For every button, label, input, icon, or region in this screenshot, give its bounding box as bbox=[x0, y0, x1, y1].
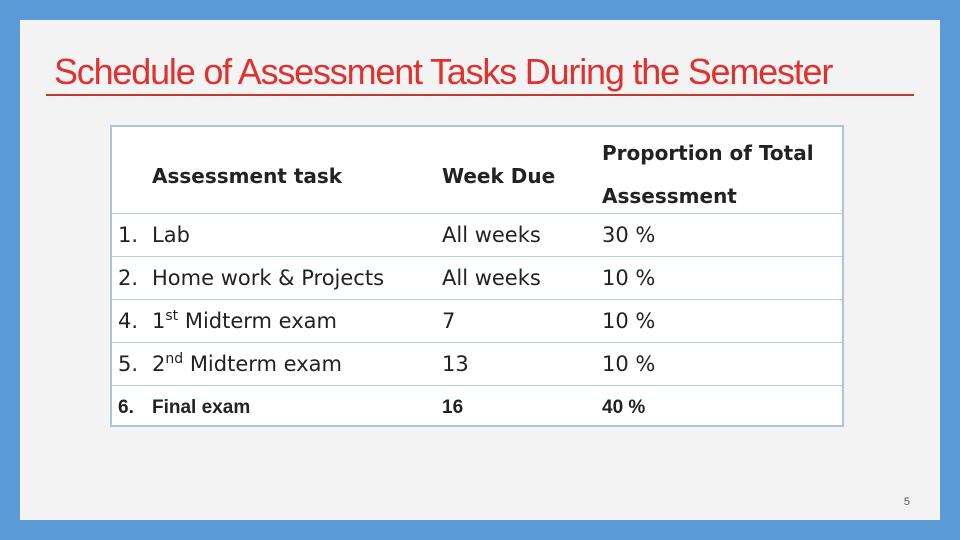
row-week: 16 bbox=[442, 397, 464, 418]
row-divider bbox=[112, 299, 842, 300]
header-divider bbox=[112, 213, 842, 214]
ordinal-suffix: st bbox=[165, 308, 179, 324]
row-divider bbox=[112, 385, 842, 386]
row-task: Home work & Projects bbox=[152, 266, 385, 290]
row-proportion: 10 % bbox=[602, 266, 656, 290]
row-number: 2. bbox=[118, 266, 139, 290]
row-proportion: 40 % bbox=[602, 397, 646, 418]
header-assessment-task: Assessment task bbox=[152, 164, 343, 188]
slide bbox=[20, 20, 940, 520]
row-divider bbox=[112, 342, 842, 343]
ordinal-suffix: nd bbox=[165, 351, 184, 367]
title-underline bbox=[46, 94, 914, 96]
task-label: Midterm exam bbox=[178, 309, 337, 333]
row-task: Lab bbox=[152, 223, 190, 247]
row-proportion: 10 % bbox=[602, 352, 656, 376]
row-proportion: 30 % bbox=[602, 223, 656, 247]
slide-title: Schedule of Assessment Tasks During the Semester bbox=[54, 51, 833, 92]
row-number: 5. bbox=[118, 352, 139, 376]
page-number: 5 bbox=[903, 496, 910, 508]
row-number: 6. bbox=[118, 397, 134, 418]
row-proportion: 10 % bbox=[602, 309, 656, 333]
row-week: All weeks bbox=[442, 223, 541, 247]
row-week: All weeks bbox=[442, 266, 541, 290]
header-proportion-line2: Assessment bbox=[602, 184, 737, 208]
header-week-due: Week Due bbox=[442, 164, 556, 188]
row-task: Final exam bbox=[152, 397, 251, 418]
row-week: 7 bbox=[442, 309, 456, 333]
row-task bbox=[152, 309, 337, 333]
row-week: 13 bbox=[442, 352, 469, 376]
row-divider bbox=[112, 256, 842, 257]
row-task bbox=[152, 352, 342, 376]
assessment-table bbox=[110, 125, 844, 427]
row-number: 1. bbox=[118, 223, 139, 247]
task-label: Midterm exam bbox=[183, 352, 342, 376]
ordinal-number: 2 bbox=[152, 352, 166, 376]
ordinal-number: 1 bbox=[152, 309, 166, 333]
row-number: 4. bbox=[118, 309, 139, 333]
header-proportion-line1: Proportion of Total bbox=[602, 141, 814, 165]
